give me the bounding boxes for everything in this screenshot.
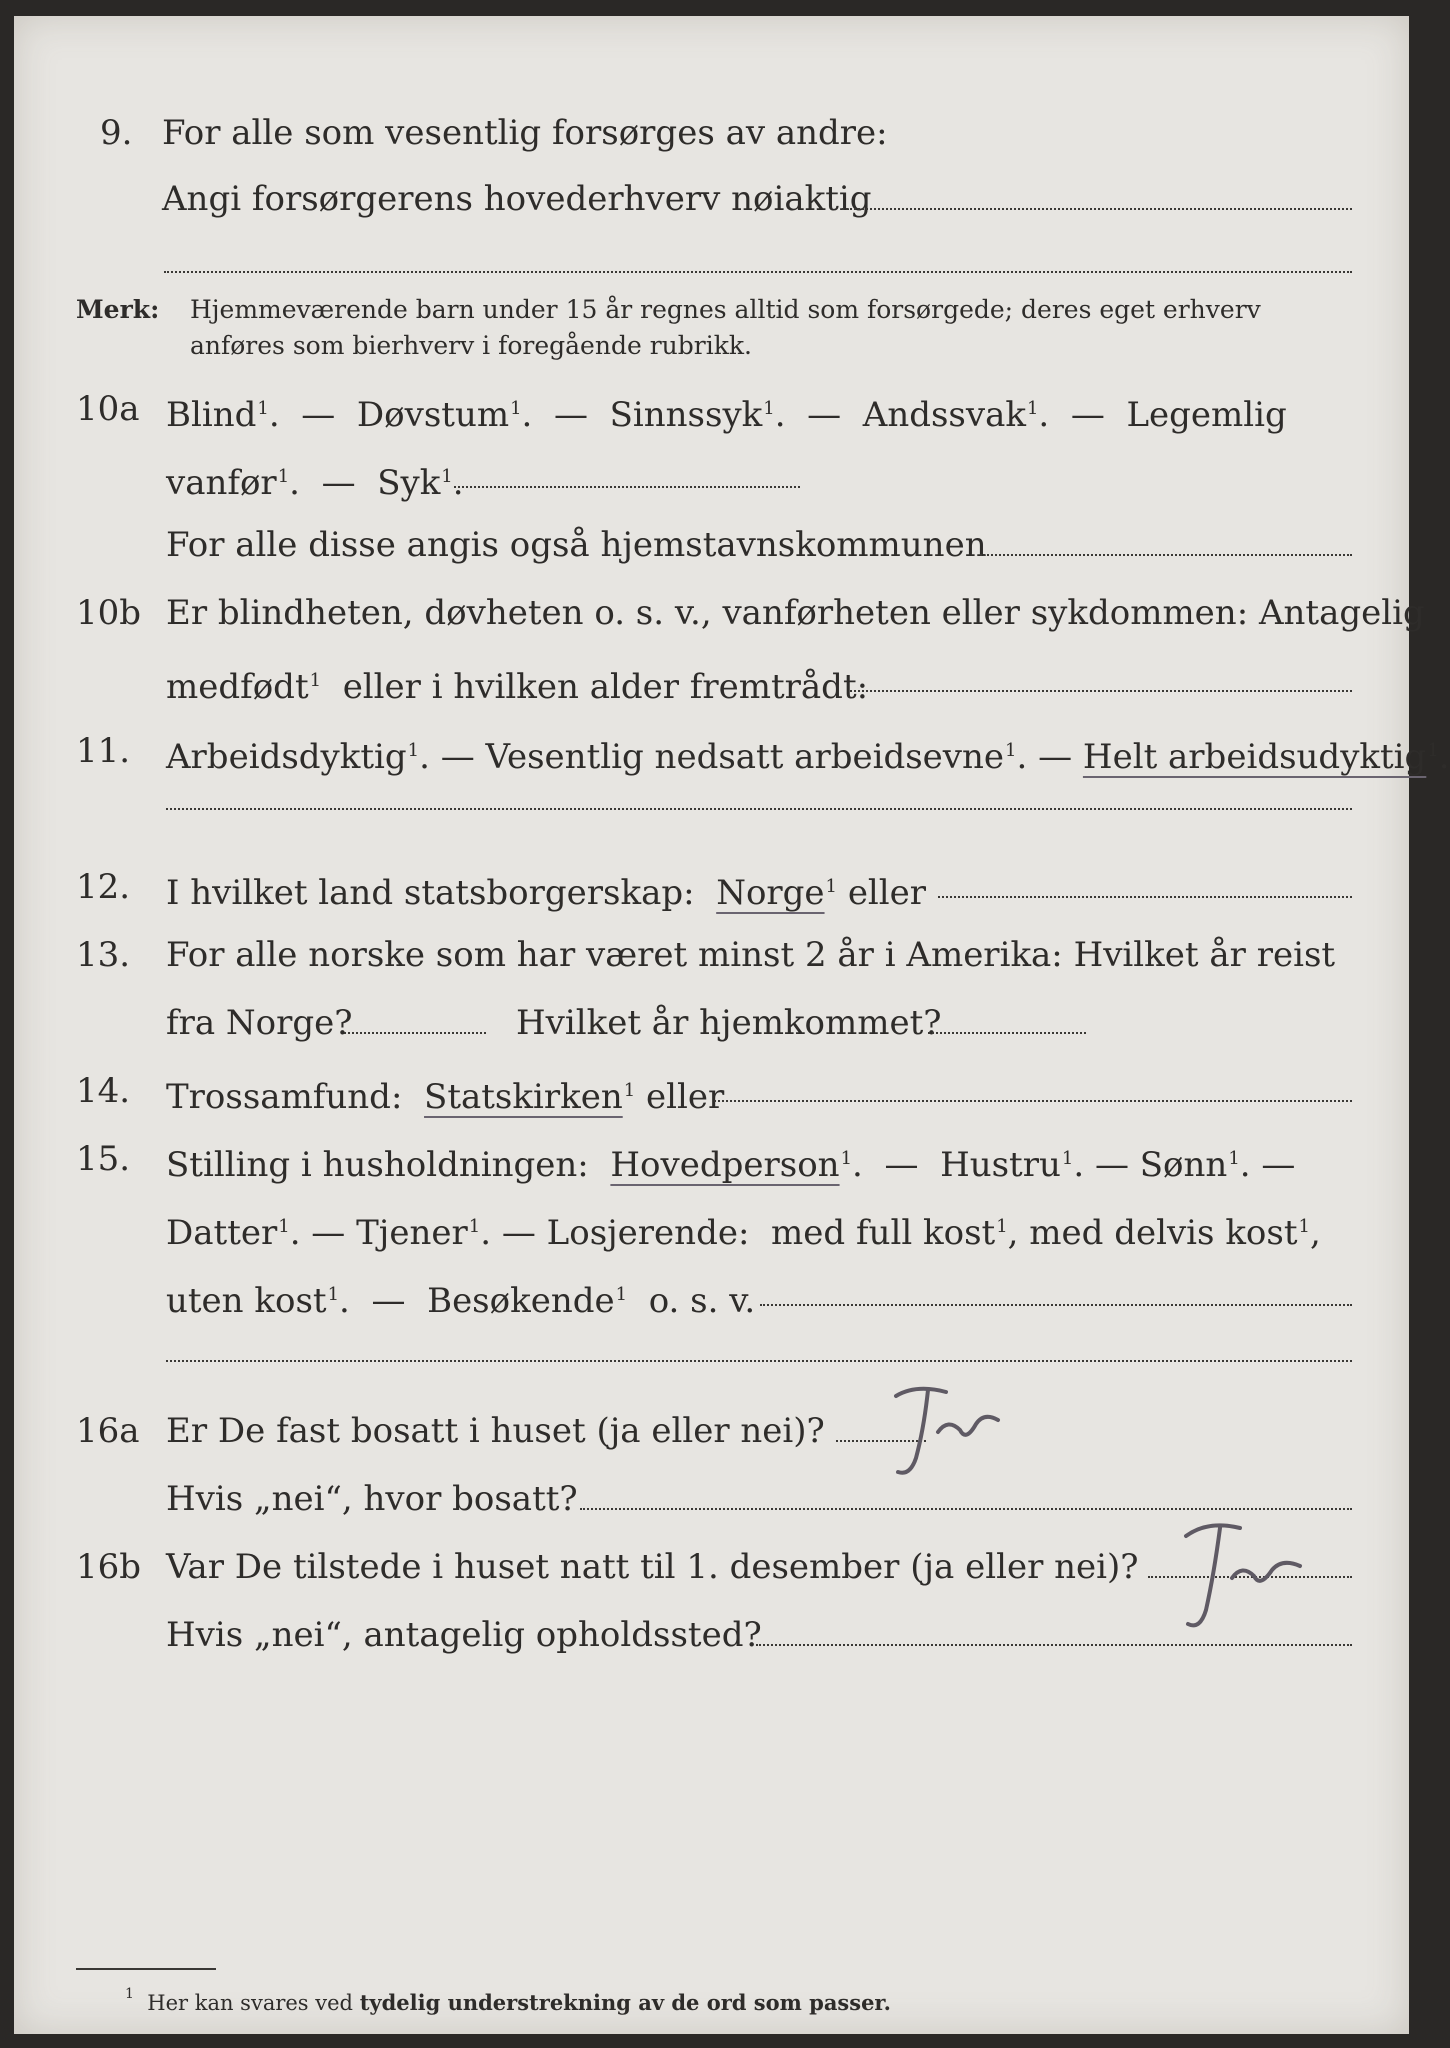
q10a-kommune-line[interactable] [980,554,1352,556]
q11-number: 11. [76,731,131,771]
footnote-text-a: Her kan svares ved [147,1991,353,2015]
q16a-line2: Hvis „nei“, hvor bosatt? [166,1479,578,1519]
alder-label: eller i hvilken alder fremtrådt: [342,667,869,707]
q12-answer-line[interactable] [938,896,1352,898]
arbeidsdyktig-option[interactable]: Arbeidsdyktig [166,737,407,777]
q16b-opphold-line[interactable] [756,1644,1352,1646]
nedsatt-option[interactable]: Vesentlig nedsatt arbeidsevne [485,737,1005,777]
q12-number: 12. [76,867,131,907]
q10b-line1: Er blindheten, døvheten o. s. v., vanførheten eller sykdommen: Antagelig [166,593,1425,633]
delvis-kost-option[interactable]: med delvis kost [1029,1213,1298,1253]
udyktig-option[interactable]: Helt arbeidsudyktig [1082,737,1427,777]
q16b-number: 16b [76,1547,142,1587]
datter-option[interactable]: Datter [166,1213,278,1253]
q14-line: Trossamfund: Statskirken$^1$ eller [166,1077,725,1117]
footnote [124,1976,891,2021]
footnote-text-b: tydelig understrekning av de ord som passer. [359,1990,891,2015]
norge-option[interactable]: Norge [716,873,825,913]
merk-line1: Hjemmeværende barn under 15 år regnes alltid som forsørgede; deres eget erhverv [190,295,1261,324]
q15-line3: uten kost$^1$. — Besøkende$^1$ o. s. v. [166,1281,756,1321]
q14-eller: eller [645,1077,725,1117]
q9-line1: For alle som vesentlig forsørges av andre: [162,113,888,153]
q15-number: 15. [76,1139,131,1179]
q13-line2b: Hvilket år hjemkommet? [516,1003,942,1043]
q11-answer-line[interactable] [166,808,1352,810]
q15-label: Stilling i husholdningen: [166,1145,589,1185]
syk-option[interactable]: Syk [377,463,441,503]
census-form-page [14,16,1450,2034]
legemlig-option[interactable]: Legemlig [1126,395,1287,435]
q10a-line1: Blind$^1$. — Døvstum$^1$. — Sinnssyk$^1$. — Andssvak$^1$. — Legemlig [166,395,1287,435]
q16a-line1: Er De fast bosatt i huset (ja eller nei)? [166,1411,825,1451]
q9-answer-line-2[interactable] [164,271,1352,273]
q10a-syk-line[interactable] [454,486,800,488]
sinnssyk-option[interactable]: Sinnssyk [609,395,763,435]
q14-number: 14. [76,1071,131,1111]
q13-reist-line[interactable] [344,1032,486,1034]
hustru-option[interactable]: Hustru [940,1145,1061,1185]
andssvak-option[interactable]: Andssvak [862,395,1026,435]
q14-label: Trossamfund: [166,1077,403,1117]
q10b-number: 10b [76,593,142,633]
sonn-option[interactable]: Sønn [1139,1145,1228,1185]
q10a-line2: vanfør$^1$. — Syk$^1$. [166,463,464,503]
q10b-answer-line[interactable] [850,690,1352,692]
q9-line2: Angi forsørgerens hovederhverv nøiaktig [162,179,872,219]
full-kost-option[interactable]: med full kost [771,1213,996,1253]
tjener-option[interactable]: Tjener [356,1213,468,1253]
q13-hjem-line[interactable] [928,1032,1086,1034]
q16b-line2: Hvis „nei“, antagelig opholdssted? [166,1615,762,1655]
q16a-bosatt-line[interactable] [580,1508,1352,1510]
q15-answer-line-2[interactable] [166,1360,1352,1362]
q13-line2a: fra Norge? [166,1003,353,1043]
blind-option[interactable]: Blind [166,395,257,435]
q10a-line3: For alle disse angis også hjemstavnskommunen [166,525,987,565]
q14-answer-line[interactable] [714,1100,1352,1102]
q13-line1: For alle norske som har været minst 2 år i Amerika: Hvilket år reist [166,935,1336,975]
q16a-handwritten-ja [876,1378,1006,1488]
merk-line2: anføres som bierhverv i foregående rubrikk. [190,331,752,360]
losjerende-label: Losjerende: [546,1213,750,1253]
statskirken-option[interactable]: Statskirken [424,1077,623,1117]
dovstum-option[interactable]: Døvstum [356,395,510,435]
q9-number: 9. [100,113,133,153]
q9-answer-line[interactable] [842,208,1352,210]
q12-label: I hvilket land statsborgerskap: [166,873,695,913]
q11-line: Arbeidsdyktig$^1$. — Vesentlig nedsatt arbeidsevne$^1$. — Helt arbeidsudyktig$^1$. [166,737,1450,777]
q12-line: I hvilket land statsborgerskap: Norge$^1$ eller [166,873,927,913]
q16a-number: 16a [76,1411,140,1451]
q12-eller: eller [847,873,927,913]
q15-answer-line[interactable] [760,1304,1352,1306]
osv-label: o. s. v. [648,1281,756,1321]
q10a-number: 10a [76,389,140,429]
merk-label: Merk: [76,295,160,324]
medfodt-option[interactable]: medfødt [166,667,309,707]
footnote-rule [76,1968,216,1970]
q15-line2: Datter$^1$. — Tjener$^1$. — Losjerende: med full kost$^1$, med delvis kost$^1$, [166,1213,1321,1253]
q16b-line1: Var De tilstede i huset natt til 1. desember (ja eller nei)? [166,1547,1139,1587]
uten-kost-option[interactable]: uten kost [166,1281,327,1321]
vanfor-option[interactable]: vanfør [166,463,277,503]
hovedperson-option[interactable]: Hovedperson [610,1145,840,1185]
besokende-option[interactable]: Besøkende [427,1281,615,1321]
q10b-line2: medfødt$^1$ eller i hvilken alder fremtrådt: [166,667,869,707]
q15-line1: Stilling i husholdningen: Hovedperson$^1$. — Hustru$^1$. — Sønn$^1$. — [166,1145,1296,1185]
q16b-handwritten-ja [1162,1514,1312,1644]
footnote-mark: 1 [125,1986,134,2002]
q13-number: 13. [76,935,131,975]
